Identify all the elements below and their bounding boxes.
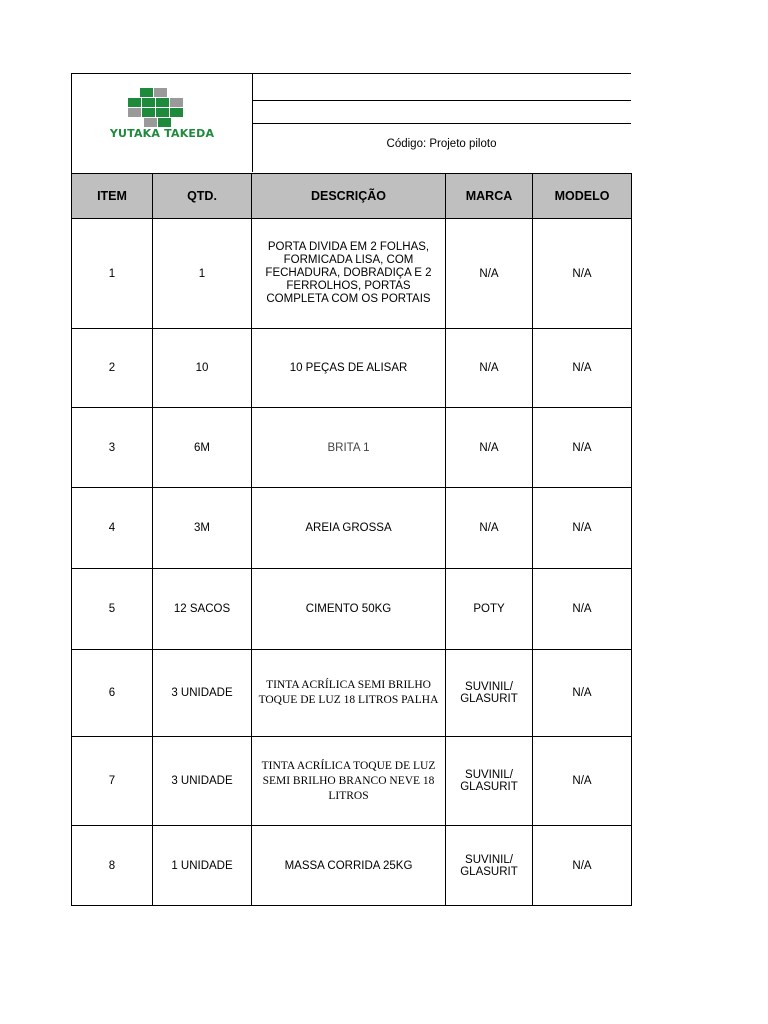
cell-item: 7	[72, 737, 153, 826]
cell-marca: N/A	[446, 329, 533, 408]
quotation-sheet	[71, 73, 631, 906]
cell-item: 8	[72, 826, 153, 906]
table-row	[72, 650, 632, 737]
cell-modelo: N/A	[533, 826, 632, 906]
project-code: Código: Projeto piloto	[386, 138, 497, 150]
sheet-header	[71, 73, 631, 173]
cell-item: 4	[72, 488, 153, 569]
cell-descricao: CIMENTO 50KG	[252, 569, 446, 650]
cell-marca: N/A	[446, 488, 533, 569]
cell-marca: N/A	[446, 408, 533, 488]
cell-modelo: N/A	[533, 737, 632, 826]
cell-item: 2	[72, 329, 153, 408]
cell-descricao: TINTA ACRÍLICA SEMI BRILHO TOQUE DE LUZ 18 LITROS PALHA	[252, 650, 446, 737]
cell-qtd: 3 UNIDADE	[153, 737, 252, 826]
items-table	[71, 173, 632, 906]
cell-qtd: 1	[153, 219, 252, 329]
cell-descricao: BRITA 1	[252, 408, 446, 488]
col-qtd: QTD.	[153, 174, 252, 219]
table-row	[72, 826, 632, 906]
cell-item: 1	[72, 219, 153, 329]
header-line-1	[252, 100, 631, 101]
cell-descricao: MASSA CORRIDA 25KG	[252, 826, 446, 906]
cell-qtd: 3M	[153, 488, 252, 569]
logo-cell	[72, 74, 253, 172]
col-marca: MARCA	[446, 174, 533, 219]
cell-marca: N/A	[446, 219, 533, 329]
company-name: YUTAKA TAKEDA	[109, 127, 215, 140]
cell-descricao: PORTA DIVIDA EM 2 FOLHAS, FORMICADA LISA, COM FECHADURA, DOBRADIÇA E 2 FERROLHOS, PORTAS COMPLETA COM OS PORTAIS	[252, 219, 446, 329]
cell-marca: SUVINIL/ GLASURIT	[446, 737, 533, 826]
cell-modelo: N/A	[533, 650, 632, 737]
cell-qtd: 6M	[153, 408, 252, 488]
cell-marca: POTY	[446, 569, 533, 650]
cell-modelo: N/A	[533, 569, 632, 650]
cell-marca: SUVINIL/ GLASURIT	[446, 826, 533, 906]
cell-qtd: 1 UNIDADE	[153, 826, 252, 906]
cell-modelo: N/A	[533, 329, 632, 408]
cell-descricao: 10 PEÇAS DE ALISAR	[252, 329, 446, 408]
cell-item: 3	[72, 408, 153, 488]
table-row	[72, 737, 632, 826]
cell-marca: SUVINIL/ GLASURIT	[446, 650, 533, 737]
table-row	[72, 219, 632, 329]
table-row	[72, 488, 632, 569]
col-descricao: DESCRIÇÃO	[252, 174, 446, 219]
cell-item: 5	[72, 569, 153, 650]
header-line-2	[252, 123, 631, 124]
cell-qtd: 10	[153, 329, 252, 408]
col-modelo: MODELO	[533, 174, 632, 219]
cell-modelo: N/A	[533, 408, 632, 488]
cell-descricao: AREIA GROSSA	[252, 488, 446, 569]
cell-item: 6	[72, 650, 153, 737]
cell-modelo: N/A	[533, 488, 632, 569]
table-header-row	[72, 174, 632, 219]
table-row	[72, 329, 632, 408]
table-row	[72, 408, 632, 488]
cell-qtd: 12 SACOS	[153, 569, 252, 650]
col-item: ITEM	[72, 174, 153, 219]
cell-modelo: N/A	[533, 219, 632, 329]
table-row	[72, 569, 632, 650]
cell-qtd: 3 UNIDADE	[153, 650, 252, 737]
cell-descricao: TINTA ACRÍLICA TOQUE DE LUZ SEMI BRILHO BRANCO NEVE 18 LITROS	[252, 737, 446, 826]
